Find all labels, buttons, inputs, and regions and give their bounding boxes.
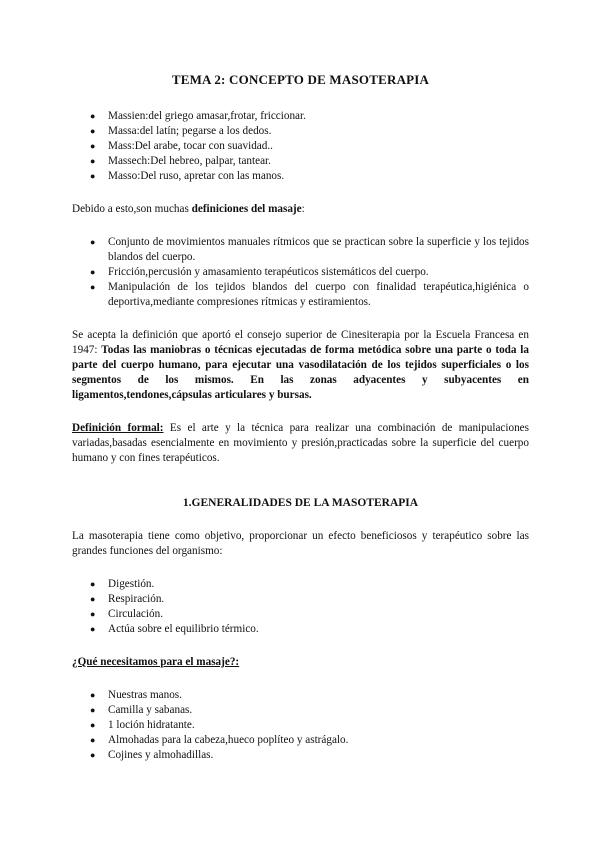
bullet-icon: ● [90, 282, 96, 292]
bullet-icon: ● [90, 609, 96, 619]
bullet-icon: ● [90, 111, 96, 121]
list-item: ● Manipulación de los tejidos blandos del cuerpo con finalidad terapéutica,higiénica o deportiva,mediante compresiones rítmicas y estiramientos. [90, 281, 529, 308]
list-item: ● Masso:Del ruso, apretar con las manos. [90, 170, 285, 182]
cinesiterapia-paragraph: Se acepta la definición que aportó el consejo superior de Cinesiterapia por la Escuela Francesa en 1947: Todas las maniobras o técnicas ejecutadas de forma metódica sobre una parte o toda la parte del cuerpo humano, para ejecutar una vasodilatación de los tejidos superficiales o los segmentos de los mismos. En las zonas adyacentes y subyacentes en ligamentos,tendones,cápsulas articulares y bursas. [72, 329, 529, 401]
list-item: ● Digestión. [90, 578, 155, 590]
bullet-icon: ● [90, 156, 96, 166]
bullet-icon: ● [90, 171, 96, 181]
bullet-icon: ● [90, 624, 96, 634]
list-item: ● Massa:del latín; pegarse a los dedos. [90, 125, 272, 137]
bullet-icon: ● [90, 594, 96, 604]
bullet-icon: ● [90, 705, 96, 715]
list-item: ● Almohadas para la cabeza,hueco poplíteo y astrágalo. [90, 734, 349, 746]
bullet-icon: ● [90, 126, 96, 136]
list-item: ● Conjunto de movimientos manuales rítmicos que se practican sobre la superficie y los tejidos blandos del cuerpo. [90, 236, 529, 263]
list-item: ● Nuestras manos. [90, 689, 182, 701]
bullet-icon: ● [90, 237, 96, 247]
list-item: ● Massech:Del hebreo, palpar, tantear. [90, 155, 271, 167]
formal-definition-paragraph: Definición formal: Es el arte y la técnica para realizar una combinación de manipulaciones variadas,basadas esencialmente en movimiento y presión,practicadas sobre la superficie del cuerpo humano y con fines terapéuticos. [72, 422, 529, 464]
list-item: ● Mass:Del arabe, tocar con suavidad.. [90, 140, 273, 152]
list-item: ● Fricción,percusión y amasamiento terapéuticos sistemáticos del cuerpo. [90, 266, 429, 278]
list-item: ● Respiración. [90, 593, 165, 605]
definitions-intro: Debido a esto,son muchas definiciones del masaje: [72, 203, 305, 215]
list-item: ● Camilla y sabanas. [90, 704, 193, 716]
list-item: ● Circulación. [90, 608, 163, 620]
bullet-icon: ● [90, 141, 96, 151]
etymology-list [72, 109, 529, 184]
formal-definition-label: Definición formal: [72, 422, 164, 434]
bullet-icon: ● [90, 579, 96, 589]
needs-list [72, 688, 529, 763]
generalidades-paragraph: La masoterapia tiene como objetivo, proporcionar un efecto beneficiosos y terapéutico sobre las grandes funciones del organismo: [72, 530, 529, 557]
needs-heading: ¿Qué necesitamos para el masaje?: [72, 656, 240, 668]
bullet-icon: ● [90, 267, 96, 277]
bullet-icon: ● [90, 720, 96, 730]
definitions-list [72, 235, 529, 310]
page-title: TEMA 2: CONCEPTO DE MASOTERAPIA [171, 72, 430, 87]
list-item: ● Cojines y almohadillas. [90, 749, 214, 761]
bullet-icon: ● [90, 750, 96, 760]
list-item: ● Massien:del griego amasar,frotar, friccionar. [90, 110, 306, 122]
section-heading-generalidades: 1.GENERALIDADES DE LA MASOTERAPIA [182, 497, 419, 509]
list-item: ● Actúa sobre el equilibrio térmico. [90, 623, 259, 635]
functions-list [72, 577, 529, 637]
bullet-icon: ● [90, 735, 96, 745]
list-item: ● 1 loción hidratante. [90, 719, 195, 731]
bullet-icon: ● [90, 690, 96, 700]
